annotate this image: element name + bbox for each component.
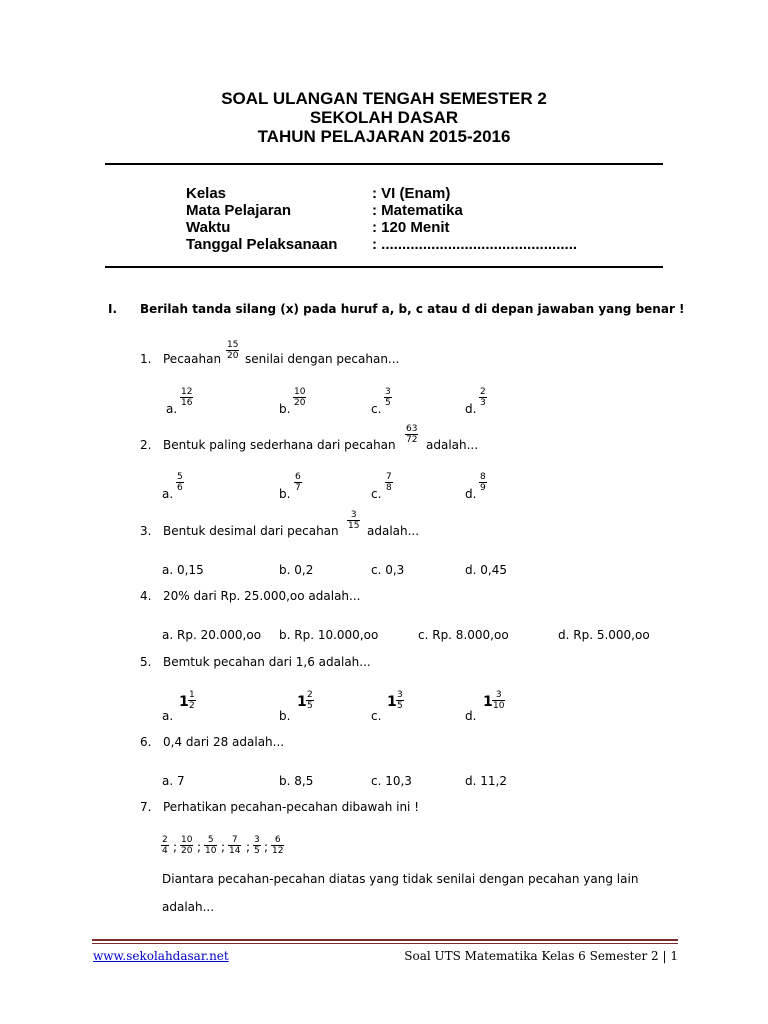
option: b. Rp. 10.000,oo: [279, 628, 379, 642]
info-value-kelas: : VI (Enam): [372, 185, 451, 202]
option: c. 0,3: [371, 563, 405, 577]
numerator: 7: [386, 472, 392, 482]
numerator: 8: [480, 472, 486, 482]
option: d. Rp. 5.000,oo: [558, 628, 650, 642]
footer-divider: [92, 939, 678, 941]
option-fraction: [180, 387, 193, 408]
numerator: 2: [480, 387, 486, 397]
option-label: b.: [279, 487, 291, 501]
footer-divider-thin: [92, 943, 678, 944]
question-text-line: adalah...: [162, 900, 215, 914]
list-fraction: [161, 835, 169, 856]
option: d. 0,45: [465, 563, 507, 577]
whole-number: 1: [297, 694, 307, 710]
info-key-kelas: Kelas: [186, 185, 227, 202]
option-label: a.: [162, 709, 174, 723]
list-fraction: [228, 835, 241, 856]
header-divider-bottom: [105, 266, 663, 268]
info-key-waktu: Waktu: [186, 219, 231, 236]
option-label: c.: [371, 402, 382, 416]
denominator: 15: [348, 521, 360, 531]
option: b. 8,5: [279, 774, 314, 788]
option-label: c.: [371, 709, 382, 723]
option-label: b.: [279, 709, 291, 723]
denominator: 6: [177, 483, 183, 493]
fraction: [347, 510, 360, 531]
separator: ;: [197, 840, 202, 854]
denominator: 4: [162, 846, 168, 856]
option: a. 0,15: [162, 563, 204, 577]
numerator: 1: [189, 690, 195, 700]
numerator: 10: [181, 835, 193, 845]
numerator: 6: [274, 835, 281, 845]
option: c. Rp. 8.000,oo: [418, 628, 509, 642]
option-fraction: [176, 472, 184, 493]
denominator: 8: [386, 483, 392, 493]
numerator: 63: [406, 424, 418, 434]
question-text: Perhatikan pecahan-pecahan dibawah ini !: [163, 800, 420, 814]
option-label: b.: [279, 402, 291, 416]
question-text: Bentuk desimal dari pecahan: [163, 524, 339, 538]
denominator: 5: [397, 701, 403, 711]
numerator: 3: [397, 690, 403, 700]
option-label: c.: [371, 487, 382, 501]
option: d. 11,2: [465, 774, 507, 788]
header-divider-top: [105, 163, 663, 165]
question-number: 6.: [140, 735, 152, 749]
option-fraction: [385, 472, 393, 493]
whole-number: 1: [483, 694, 493, 710]
option-fraction: [293, 387, 306, 408]
list-fraction: [271, 835, 284, 856]
option-label: d.: [465, 402, 477, 416]
numerator: 5: [207, 835, 214, 845]
separator: ;: [173, 840, 178, 854]
option-label: d.: [465, 487, 477, 501]
page-subtitle: SEKOLAH DASAR: [309, 108, 459, 127]
question-number: 1.: [140, 352, 152, 366]
numerator: 3: [385, 387, 391, 397]
whole-number: 1: [387, 694, 397, 710]
denominator: 20: [294, 398, 306, 408]
option: b. 0,2: [279, 563, 314, 577]
denominator: 7: [295, 483, 301, 493]
question-text: Pecaahan: [163, 352, 222, 366]
question-number: 2.: [140, 438, 152, 452]
denominator: 2: [189, 701, 195, 711]
question-text: Bentuk paling sederhana dari pecahan: [163, 438, 396, 452]
numerator: 3: [254, 835, 260, 845]
option-fraction: [306, 690, 314, 711]
question-number: 3.: [140, 524, 152, 538]
question-number: 7.: [140, 800, 152, 814]
whole-number: 1: [179, 694, 189, 710]
option: a. 7: [162, 774, 185, 788]
denominator: 3: [480, 398, 486, 408]
question-text-cont: senilai dengan pecahan...: [245, 352, 400, 366]
question-text: Bemtuk pecahan dari 1,6 adalah...: [163, 655, 371, 669]
denominator: 9: [480, 483, 486, 493]
numerator: 5: [177, 472, 183, 482]
info-key-mapel: Mata Pelajaran: [186, 202, 292, 219]
separator: ;: [246, 840, 251, 854]
denominator: 20: [181, 846, 193, 856]
denominator: 10: [493, 701, 505, 711]
fraction: [405, 424, 418, 445]
question-text: 20% dari Rp. 25.000,oo adalah...: [163, 589, 361, 603]
question-text-cont: adalah...: [367, 524, 420, 538]
info-value-waktu: : 120 Menit: [372, 219, 450, 236]
footer-website-link[interactable]: www.sekolahdasar.net: [93, 949, 229, 963]
info-key-tanggal: Tanggal Pelaksanaan: [186, 236, 338, 253]
question-number: 5.: [140, 655, 152, 669]
page-year: TAHUN PELAJARAN 2015-2016: [257, 127, 511, 146]
option-fraction: [492, 690, 505, 711]
denominator: 5: [385, 398, 391, 408]
separator: ;: [221, 840, 226, 854]
question-text-cont: adalah...: [426, 438, 479, 452]
footer-page-info: Soal UTS Matematika Kelas 6 Semester 2 | 1: [404, 949, 678, 963]
denominator: 5: [307, 701, 313, 711]
question-text: 0,4 dari 28 adalah...: [163, 735, 285, 749]
info-value-mapel: : Matematika: [372, 202, 463, 219]
question-text-line: Diantara pecahan-pecahan diatas yang tidak senilai dengan pecahan yang lain: [162, 872, 639, 886]
section-instruction: Berilah tanda silang (x) pada huruf a, b, c atau d di depan jawaban yang benar !: [140, 302, 685, 316]
numerator: 2: [162, 835, 168, 845]
numerator: 12: [181, 387, 193, 397]
numerator: 3: [495, 690, 502, 700]
info-value-tanggal: : ...............................................: [372, 236, 578, 253]
page-title: SOAL ULANGAN TENGAH SEMESTER 2: [221, 89, 547, 108]
denominator: 10: [205, 846, 217, 856]
section-number: I.: [108, 302, 118, 316]
option: a. Rp. 20.000,oo: [162, 628, 262, 642]
option-fraction: [479, 387, 487, 408]
option-fraction: [384, 387, 392, 408]
numerator: 3: [350, 510, 357, 520]
option-fraction: [396, 690, 404, 711]
option: c. 10,3: [371, 774, 412, 788]
list-fraction: [180, 835, 193, 856]
numerator: 7: [231, 835, 238, 845]
list-fraction: [204, 835, 217, 856]
denominator: 12: [272, 846, 284, 856]
option-label: a.: [166, 402, 178, 416]
fraction: [226, 340, 239, 361]
numerator: 6: [295, 472, 301, 482]
list-fraction: [253, 835, 261, 856]
numerator: 2: [307, 690, 313, 700]
question-number: 4.: [140, 589, 152, 603]
option-label: a.: [162, 487, 174, 501]
option-fraction: [294, 472, 302, 493]
option-label: d.: [465, 709, 477, 723]
option-fraction: [188, 690, 196, 711]
numerator: 10: [294, 387, 306, 397]
denominator: 16: [181, 398, 193, 408]
denominator: 5: [254, 846, 260, 856]
numerator: 15: [227, 340, 239, 350]
denominator: 72: [406, 435, 418, 445]
denominator: 20: [227, 351, 239, 361]
denominator: 14: [229, 846, 241, 856]
option-fraction: [479, 472, 487, 493]
separator: ;: [264, 840, 269, 854]
